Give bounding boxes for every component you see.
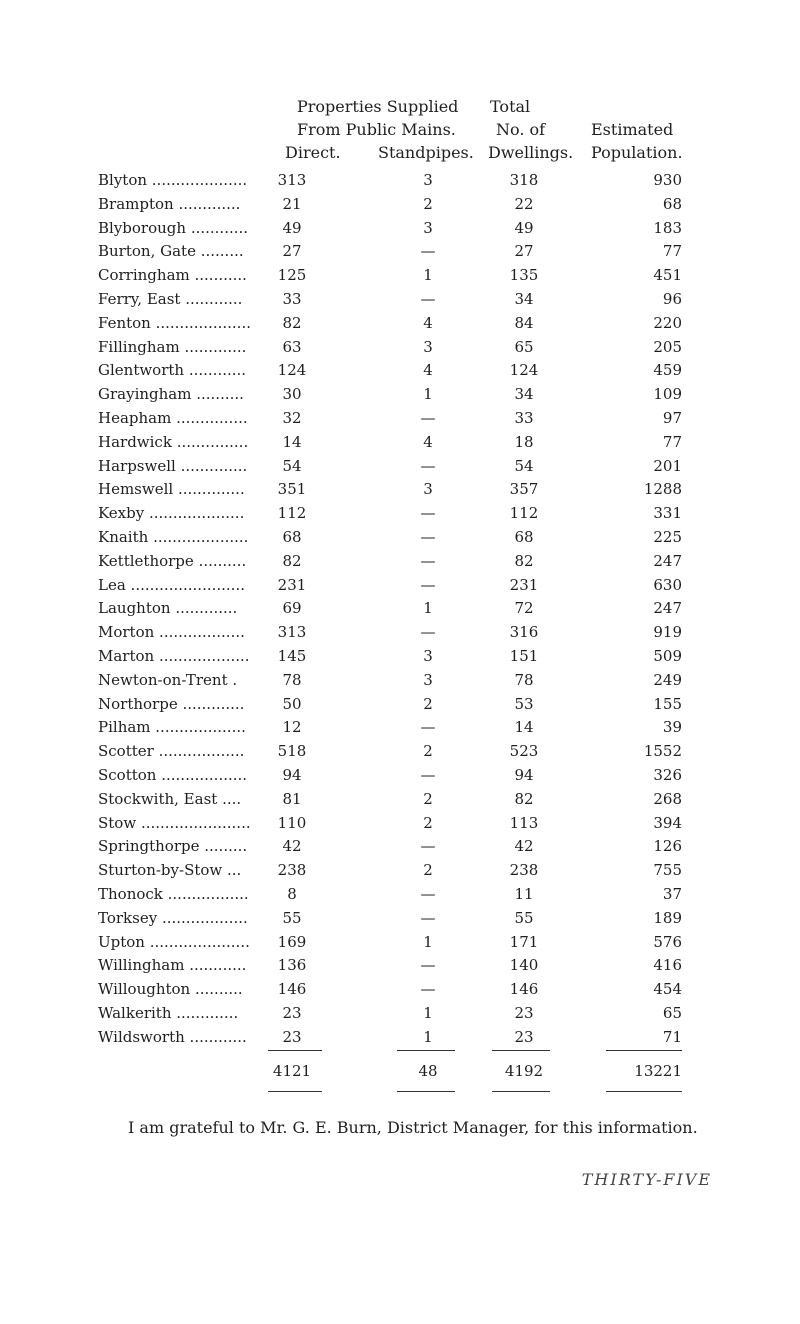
dwellings-count: 34 — [514, 290, 534, 308]
dwellings-count: 124 — [509, 361, 539, 380]
dwellings-count: 523 — [509, 742, 539, 761]
table-row — [0, 454, 800, 478]
place-name: Northorpe ............. — [98, 694, 245, 713]
population-count: 68 — [662, 194, 682, 213]
direct-count: 231 — [277, 575, 307, 594]
direct-count: 30 — [282, 385, 302, 404]
direct-count: 110 — [277, 813, 307, 832]
header-standpipes: Standpipes. — [378, 143, 474, 162]
direct-count: 21 — [282, 194, 302, 213]
total-direct: 4121 — [272, 1062, 312, 1080]
standpipes-count: 2 — [423, 742, 433, 761]
total-dwellings: 4192 — [504, 1062, 544, 1080]
standpipes-count: 3 — [423, 218, 433, 237]
population-count: 77 — [662, 242, 682, 261]
standpipes-count: — — [420, 837, 436, 856]
table-row — [0, 811, 800, 835]
standpipes-count: 1 — [423, 385, 433, 404]
place-name: Ferry, East ............ — [98, 290, 243, 308]
dwellings-count: 318 — [509, 171, 539, 189]
table-row — [0, 858, 800, 882]
standpipes-count: 1 — [423, 1004, 433, 1022]
place-name: Blyton .................... — [98, 171, 248, 189]
direct-count: 78 — [282, 670, 302, 689]
population-count: 326 — [653, 766, 682, 784]
header-dwellings: Dwellings. — [488, 143, 574, 162]
place-name: Glentworth ............ — [98, 361, 247, 380]
table-row — [0, 573, 800, 597]
direct-count: 12 — [282, 718, 302, 737]
standpipes-count: 4 — [423, 313, 433, 332]
place-name: Scotter .................. — [98, 742, 245, 761]
table-row — [0, 596, 800, 620]
place-name: Lea ........................ — [98, 575, 245, 594]
standpipes-count: 3 — [423, 670, 433, 689]
place-name: Springthorpe ......... — [98, 837, 248, 856]
place-name: Torksey .................. — [98, 908, 248, 927]
standpipes-count: — — [420, 528, 436, 546]
direct-count: 518 — [277, 742, 307, 761]
direct-count: 169 — [277, 932, 307, 951]
total-rule-standpipes — [397, 1050, 455, 1051]
dwellings-count: 140 — [509, 956, 539, 975]
page-footer: THIRTY-FIVE — [581, 1170, 712, 1189]
dwellings-count: 27 — [514, 242, 534, 261]
place-name: Sturton-by-Stow ... — [98, 861, 242, 880]
population-count: 509 — [653, 647, 682, 665]
direct-count: 82 — [282, 313, 302, 332]
standpipes-count: 2 — [423, 813, 433, 832]
table-row — [0, 287, 800, 311]
total-population: 13221 — [634, 1062, 682, 1080]
place-name: Thonock ................. — [98, 885, 249, 903]
table-row — [0, 549, 800, 573]
direct-count: 81 — [282, 789, 302, 808]
place-name: Marton ................... — [98, 647, 250, 665]
standpipes-count: 4 — [423, 432, 433, 451]
standpipes-count: 1 — [423, 599, 433, 618]
bottom-rule-population — [606, 1091, 682, 1092]
direct-count: 351 — [277, 480, 307, 499]
population-count: 71 — [662, 1027, 682, 1046]
direct-count: 238 — [277, 861, 307, 880]
total-standpipes: 48 — [418, 1062, 438, 1080]
direct-count: 136 — [277, 956, 307, 975]
dwellings-count: 357 — [509, 480, 539, 499]
dwellings-count: 49 — [514, 218, 534, 237]
standpipes-count: — — [420, 551, 436, 570]
direct-count: 50 — [282, 694, 302, 713]
standpipes-count: — — [420, 956, 436, 975]
standpipes-count: 2 — [423, 194, 433, 213]
population-count: 77 — [662, 432, 682, 451]
dwellings-count: 82 — [514, 789, 534, 808]
population-count: 183 — [653, 218, 682, 237]
header-properties-supplied: Properties Supplied — [297, 97, 459, 116]
standpipes-count: 3 — [423, 337, 433, 356]
header-estimated: Estimated — [591, 120, 674, 139]
population-count: 189 — [653, 908, 682, 927]
population-count: 225 — [653, 528, 682, 546]
dwellings-count: 135 — [509, 266, 539, 285]
dwellings-count: 72 — [514, 599, 534, 618]
place-name: Stockwith, East .... — [98, 789, 242, 808]
header-no-of: No. of — [496, 120, 546, 139]
table-row — [0, 382, 800, 406]
direct-count: 55 — [282, 908, 302, 927]
dwellings-count: 94 — [514, 766, 534, 784]
direct-count: 94 — [282, 766, 302, 784]
standpipes-count: 2 — [423, 694, 433, 713]
place-name: Fillingham ............. — [98, 337, 247, 356]
place-name: Hemswell .............. — [98, 480, 245, 499]
standpipes-count: — — [420, 623, 436, 642]
place-name: Fenton .................... — [98, 313, 251, 332]
place-name: Kexby .................... — [98, 504, 245, 523]
place-name: Laughton ............. — [98, 599, 238, 618]
direct-count: 63 — [282, 337, 302, 356]
header-population: Population. — [591, 143, 683, 162]
population-count: 205 — [653, 337, 682, 356]
direct-count: 82 — [282, 551, 302, 570]
place-name: Harpswell .............. — [98, 456, 248, 475]
place-name: Heapham ............... — [98, 409, 248, 427]
standpipes-count: 1 — [423, 266, 433, 285]
table-row — [0, 430, 800, 454]
direct-count: 145 — [277, 647, 307, 665]
table-row — [0, 715, 800, 739]
place-name: Scotton .................. — [98, 766, 248, 784]
population-count: 247 — [653, 599, 682, 618]
standpipes-count: — — [420, 290, 436, 308]
direct-count: 23 — [282, 1004, 302, 1022]
direct-count: 112 — [277, 504, 307, 523]
population-count: 39 — [662, 718, 682, 737]
population-count: 37 — [662, 885, 682, 903]
table-row — [0, 692, 800, 716]
place-name: Brampton ............. — [98, 194, 241, 213]
dwellings-count: 11 — [514, 885, 534, 903]
place-name: Newton-on-Trent . — [98, 670, 238, 689]
place-name: Willoughton .......... — [98, 980, 243, 999]
place-name: Burton, Gate ......... — [98, 242, 244, 261]
place-name: Pilham ................... — [98, 718, 246, 737]
table-row — [0, 1001, 800, 1025]
dwellings-count: 238 — [509, 861, 539, 880]
direct-count: 313 — [277, 623, 307, 642]
table-row — [0, 977, 800, 1001]
direct-count: 54 — [282, 456, 302, 475]
header-total: Total — [490, 97, 531, 116]
population-count: 201 — [653, 456, 682, 475]
table-row — [0, 477, 800, 501]
table-row — [0, 335, 800, 359]
standpipes-count: — — [420, 242, 436, 261]
direct-count: 124 — [277, 361, 307, 380]
place-name: Willingham ............ — [98, 956, 247, 975]
standpipes-count: — — [420, 766, 436, 784]
dwellings-count: 82 — [514, 551, 534, 570]
direct-count: 33 — [282, 290, 302, 308]
table-row — [0, 1025, 800, 1049]
direct-count: 27 — [282, 242, 302, 261]
standpipes-count: — — [420, 575, 436, 594]
dwellings-count: 316 — [509, 623, 539, 642]
dwellings-count: 68 — [514, 528, 534, 546]
dwellings-count: 23 — [514, 1027, 534, 1046]
population-count: 249 — [653, 670, 682, 689]
population-count: 97 — [662, 409, 682, 427]
place-name: Grayingham .......... — [98, 385, 244, 404]
dwellings-count: 54 — [514, 456, 534, 475]
table-row — [0, 953, 800, 977]
place-name: Morton .................. — [98, 623, 245, 642]
dwellings-count: 151 — [509, 647, 539, 665]
place-name: Kettlethorpe .......... — [98, 551, 247, 570]
direct-count: 42 — [282, 837, 302, 856]
table-row — [0, 525, 800, 549]
table-row — [0, 668, 800, 692]
bottom-rule-direct — [268, 1091, 322, 1092]
dwellings-count: 78 — [514, 670, 534, 689]
direct-count: 313 — [277, 171, 307, 189]
population-count: 268 — [653, 789, 682, 808]
population-count: 394 — [653, 813, 682, 832]
standpipes-count: — — [420, 885, 436, 903]
place-name: Blyborough ............ — [98, 218, 249, 237]
dwellings-count: 65 — [514, 337, 534, 356]
dwellings-count: 22 — [514, 194, 534, 213]
place-name: Knaith .................... — [98, 528, 249, 546]
direct-count: 69 — [282, 599, 302, 618]
table-row — [0, 906, 800, 930]
table-row — [0, 930, 800, 954]
dwellings-count: 112 — [509, 504, 539, 523]
table-row — [0, 501, 800, 525]
population-count: 630 — [653, 575, 682, 594]
dwellings-count: 53 — [514, 694, 534, 713]
table-row — [0, 644, 800, 668]
population-count: 416 — [653, 956, 682, 975]
bottom-rule-dwellings — [492, 1091, 550, 1092]
standpipes-count: — — [420, 718, 436, 737]
population-count: 930 — [653, 171, 682, 189]
acknowledgement-note: I am grateful to Mr. G. E. Burn, District Manager, for this information. — [128, 1118, 698, 1137]
dwellings-count: 84 — [514, 313, 534, 332]
population-count: 576 — [653, 932, 682, 951]
place-name: Walkerith ............. — [98, 1004, 239, 1022]
table-row — [0, 406, 800, 430]
direct-count: 49 — [282, 218, 302, 237]
population-count: 126 — [653, 837, 682, 856]
header-from-public-mains: From Public Mains. — [297, 120, 456, 139]
header-direct: Direct. — [285, 143, 341, 162]
direct-count: 32 — [282, 409, 302, 427]
standpipes-count: 4 — [423, 361, 433, 380]
table-row — [0, 739, 800, 763]
direct-count: 146 — [277, 980, 307, 999]
population-count: 454 — [653, 980, 682, 999]
population-count: 247 — [653, 551, 682, 570]
table-row — [0, 620, 800, 644]
dwellings-count: 23 — [514, 1004, 534, 1022]
place-name: Upton ..................... — [98, 932, 250, 951]
population-count: 1288 — [643, 480, 682, 499]
dwellings-count: 18 — [514, 432, 534, 451]
total-rule-population — [606, 1050, 682, 1051]
standpipes-count: 2 — [423, 861, 433, 880]
standpipes-count: 3 — [423, 171, 433, 189]
direct-count: 68 — [282, 528, 302, 546]
table-row — [0, 311, 800, 335]
table-row — [0, 263, 800, 287]
dwellings-count: 113 — [509, 813, 539, 832]
table-row — [0, 882, 800, 906]
place-name: Corringham ........... — [98, 266, 247, 285]
standpipes-count: 3 — [423, 647, 433, 665]
direct-count: 23 — [282, 1027, 302, 1046]
standpipes-count: — — [420, 456, 436, 475]
place-name: Wildsworth ............ — [98, 1027, 247, 1046]
population-count: 331 — [653, 504, 682, 523]
standpipes-count: — — [420, 504, 436, 523]
place-name: Stow ....................... — [98, 813, 251, 832]
table-row — [0, 787, 800, 811]
direct-count: 125 — [277, 266, 307, 285]
standpipes-count: 2 — [423, 789, 433, 808]
standpipes-count: — — [420, 980, 436, 999]
population-count: 1552 — [643, 742, 682, 761]
direct-count: 8 — [287, 885, 297, 903]
dwellings-count: 55 — [514, 908, 534, 927]
bottom-rule-standpipes — [397, 1091, 455, 1092]
population-count: 109 — [653, 385, 682, 404]
population-count: 451 — [653, 266, 682, 285]
dwellings-count: 231 — [509, 575, 539, 594]
table-row — [0, 834, 800, 858]
dwellings-count: 14 — [514, 718, 534, 737]
standpipes-count: — — [420, 908, 436, 927]
table-row — [0, 239, 800, 263]
population-count: 220 — [653, 313, 682, 332]
population-count: 919 — [653, 623, 682, 642]
population-count: 65 — [662, 1004, 682, 1022]
population-count: 459 — [653, 361, 682, 380]
dwellings-count: 33 — [514, 409, 534, 427]
population-count: 755 — [653, 861, 682, 880]
standpipes-count: — — [420, 409, 436, 427]
dwellings-count: 171 — [509, 932, 539, 951]
totals-row — [0, 1059, 800, 1083]
population-count: 155 — [653, 694, 682, 713]
place-name: Hardwick ............... — [98, 432, 249, 451]
dwellings-count: 146 — [509, 980, 539, 999]
standpipes-count: 1 — [423, 1027, 433, 1046]
table-row — [0, 192, 800, 216]
table-row — [0, 763, 800, 787]
total-rule-dwellings — [492, 1050, 550, 1051]
standpipes-count: 3 — [423, 480, 433, 499]
dwellings-count: 42 — [514, 837, 534, 856]
table-row — [0, 168, 800, 192]
table-row — [0, 216, 800, 240]
standpipes-count: 1 — [423, 932, 433, 951]
dwellings-count: 34 — [514, 385, 534, 404]
table-row — [0, 358, 800, 382]
direct-count: 14 — [282, 432, 302, 451]
population-count: 96 — [662, 290, 682, 308]
total-rule-direct — [268, 1050, 322, 1051]
